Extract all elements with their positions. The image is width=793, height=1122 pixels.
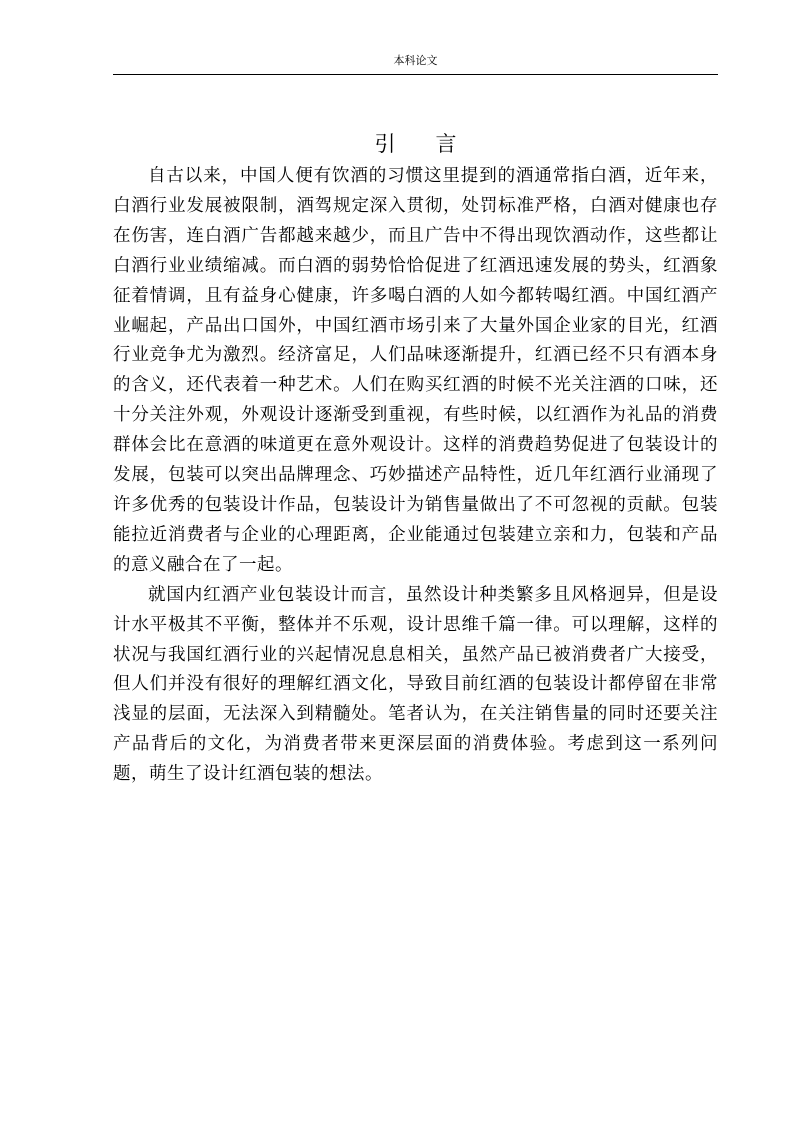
section-title: 引言 (374, 132, 497, 156)
header-text: 本科论文 (393, 54, 438, 67)
paragraph-2: 就国内红酒产业包装设计而言，虽然设计种类繁多且风格迥异，但是设计水平极其不平衡，整体并不乐观，设计思维千篇一律。可以理解，这样的状况与我国红酒行业的兴起情况息息相关，虽然产品已被消费者广大接受，但人们并没有很好的理解红酒文化，导致目前红酒的包装设计都停留在非常浅显的层面，无法深入到精髓处。笔者认为，在关注销售量的同时还要关注产品背后的文化，为消费者带来更深层面的消费体验。考虑到这一系列问题，萌生了设计红酒包装的想法。 (113, 584, 718, 785)
page-header (113, 54, 718, 75)
body-text (113, 162, 718, 790)
paragraph-1: 自古以来，中国人便有饮酒的习惯这里提到的酒通常指白酒，近年来，白酒行业发展被限制，酒驾规定深入贯彻，处罚标准严格，白酒对健康也存在伤害，连白酒广告都越来越少，而且广告中不得出现饮酒动作，这些都让白酒行业业绩缩减。而白酒的弱势恰恰促进了红酒迅速发展的势头，红酒象征着情调，且有益身心健康，许多喝白酒的人如今都转喝红酒。中国红酒产业崛起，产品出口国外，中国红酒市场引来了大量外国企业家的目光，红酒行业竞争尤为激烈。经济富足，人们品味逐渐提升，红酒已经不只有酒本身的含义，还代表着一种艺术。人们在购买红酒的时候不光关注酒的口味，还十分关注外观，外观设计逐渐受到重视，有些时候，以红酒作为礼品的消费群体会比在意酒的味道更在意外观设计。这样的消费趋势促进了包装设计的发展，包装可以突出品牌理念、巧妙描述产品特性，近几年红酒行业涌现了许多优秀的包装设计作品，包装设计为销售量做出了不可忽视的贡献。包装能拉近消费者与企业的心理距离，企业能通过包装建立亲和力，包装和产品的意义融合在了一起。 (113, 166, 718, 575)
